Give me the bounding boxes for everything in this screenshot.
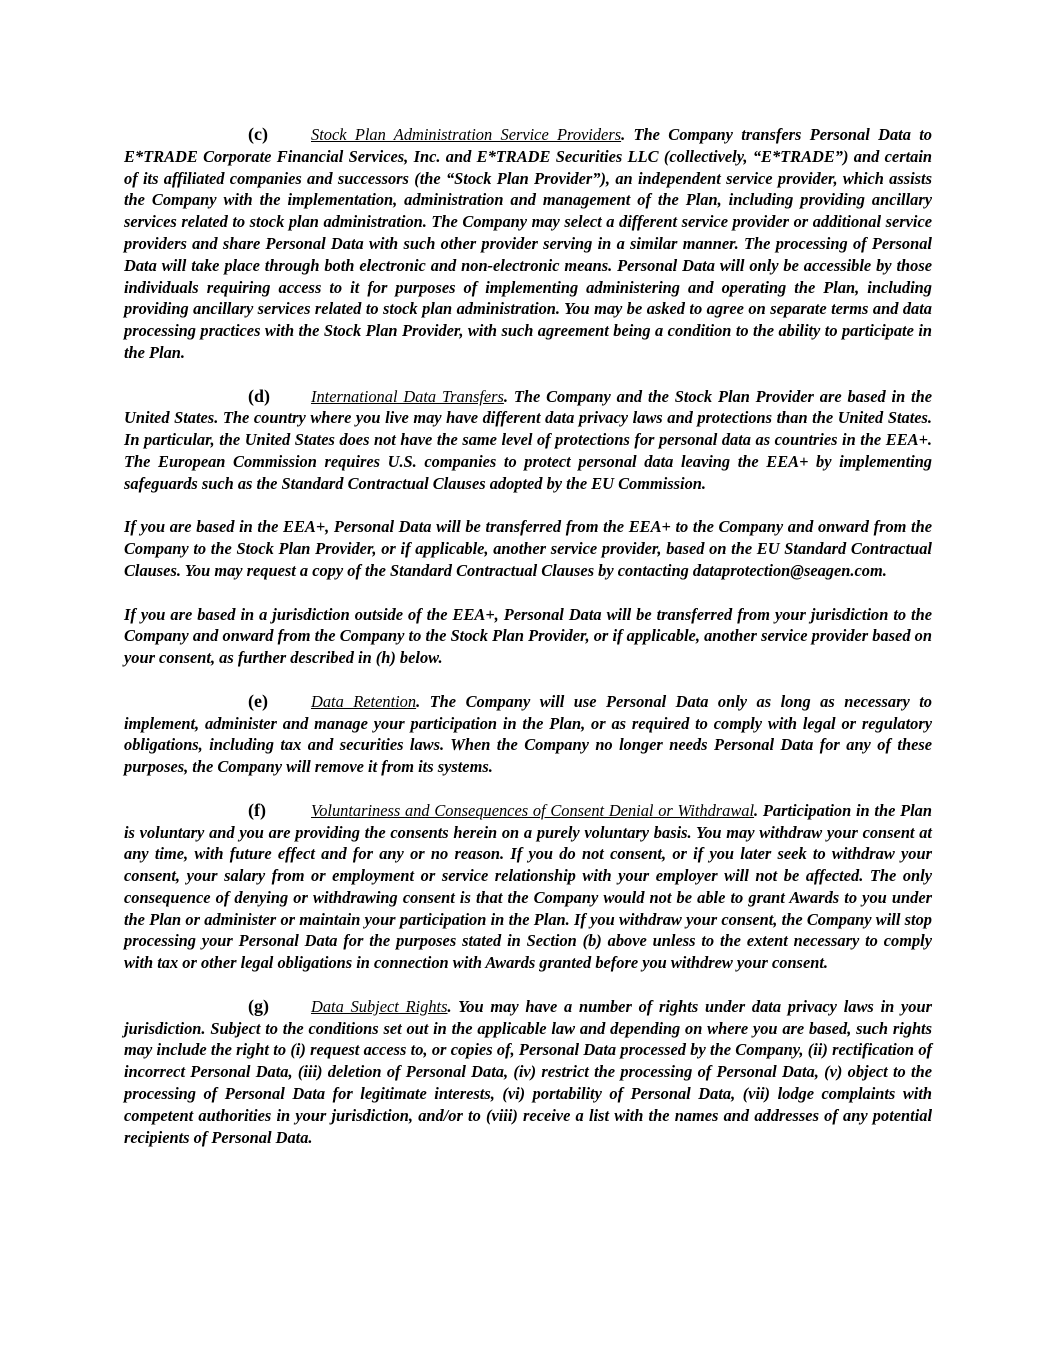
section-f-heading: Voluntariness and Consequences of Consent Denial or Withdrawal <box>311 800 755 820</box>
section-g-label: (g) <box>248 995 269 1016</box>
section-d-body: The Company and the Stock Plan Provider are based in the United States. The country where you live may have different data privacy laws and protections than the United States. In particular, the United States does not have the same level of protections for personal data as countries in the EEA+. The European Commission requires U.S. companies to protect personal data leaving the EEA+ by implementing safeguards such as the Standard Contractual Clauses adopted by the EU Commission. <box>124 386 933 493</box>
section-d-paragraph-2: If you are based in the EEA+, Personal Data will be transferred from the EEA+ to the Company and onward from the Company to the Stock Plan Provider, or if applicable, another service provider, based on the EU Standard Contractual Clauses. You may request a copy of the Standard Contractual Clauses by contacting dataprotection@seagen.com. <box>124 517 932 580</box>
section-d-paragraph-3: If you are based in a jurisdiction outside of the EEA+, Personal Data will be transferred from your jurisdiction to the Company and onward from the Company to the Stock Plan Provider, or if applicable, another service provider based on your consent, as further described in (h) below. <box>124 604 932 668</box>
section-c-paragraph <box>124 124 932 364</box>
section-c-body: The Company transfers Personal Data to E*TRADE Corporate Financial Services, Inc. and E*TRADE Securities LLC (collectively, “E*TRADE”) and certain of its affiliated companies and successors (the “Stock Plan Provider”), an independent service provider, which assists the Company with the implementation, administration and management of the Plan, including providing ancillary services related to stock plan administration. The Company may select a different service provider or additional service providers and share Personal Data with such other provider serving in a similar manner. The processing of Personal Data will take place through both electronic and non-electronic means. Personal Data will only be accessible by those individuals requiring access to it for purposes of implementing administering and operating the Plan, including providing ancillary services related to stock plan administration. You may be asked to agree on separate terms and data processing practices with the Stock Plan Provider, with such agreement being a condition to the ability to participate in the Plan. <box>124 125 932 362</box>
section-d-heading-punct: . <box>503 386 509 406</box>
section-d-paragraph <box>124 386 932 495</box>
section-e-body: The Company will use Personal Data only as long as necessary to implement, administer and manage your participation in the Plan, or as required to comply with legal or regulatory obligations, including tax and securities laws. When the Company no longer needs Personal Data for any of these purposes, the Company will remove it from its systems. <box>124 691 932 777</box>
section-f-heading-punct: . <box>754 800 759 820</box>
section-c-label: (c) <box>248 124 268 144</box>
section-d-heading: International Data Transfers <box>311 386 504 406</box>
section-f-paragraph <box>124 800 932 974</box>
section-g-heading: Data Subject Rights <box>311 996 448 1016</box>
section-e-heading-punct: . <box>416 691 421 711</box>
section-g-body: You may have a number of rights under data privacy laws in your jurisdiction. Subject to the conditions set out in the applicable law and depending on where you are based, such rights may include the right to (i) request access to, or copies of, Personal Data processed by the Company, (ii) rectification of incorrect Personal Data, (iii) deletion of Personal Data, (iv) restrict the processing of Personal Data, (v) object to the processing of Personal Data for legitimate interests, (vi) portability of Personal Data, (vii) lodge complaints with competent authorities in your jurisdiction, and/or to (viii) receive a list with the names and addresses of any potential recipients of Personal Data. <box>124 996 932 1147</box>
section-f-label: (f) <box>248 799 266 820</box>
section-e-heading: Data Retention <box>311 691 417 711</box>
section-d-label: (d) <box>248 385 270 406</box>
section-f-body: Participation in the Plan is voluntary and you are providing the consents herein on a purely voluntary basis. You may withdraw your consent at any time, with future effect and for any or no reason. If you do not consent, or if you later seek to withdraw your consent, your salary from or employment or service relationship with your employer will not be affected. The only consequence of denying or withdrawing consent is that the Company would not be able to grant Awards to you under the Plan or administer or maintain your participation in the Plan. If you withdraw your consent, the Company will stop processing your Personal Data for the purposes stated in Section (b) above unless to the extent necessary to comply with tax or other legal obligations in connection with Awards granted before you withdrew your consent. <box>124 800 932 973</box>
section-g-heading-punct: . <box>447 996 452 1016</box>
document-page <box>124 124 932 1148</box>
section-c-heading-punct: . <box>621 125 626 144</box>
section-e-label: (e) <box>248 690 268 711</box>
section-e-paragraph <box>124 691 932 778</box>
section-c-heading: Stock Plan Administration Service Providers <box>311 125 622 144</box>
section-g-paragraph <box>124 996 932 1149</box>
